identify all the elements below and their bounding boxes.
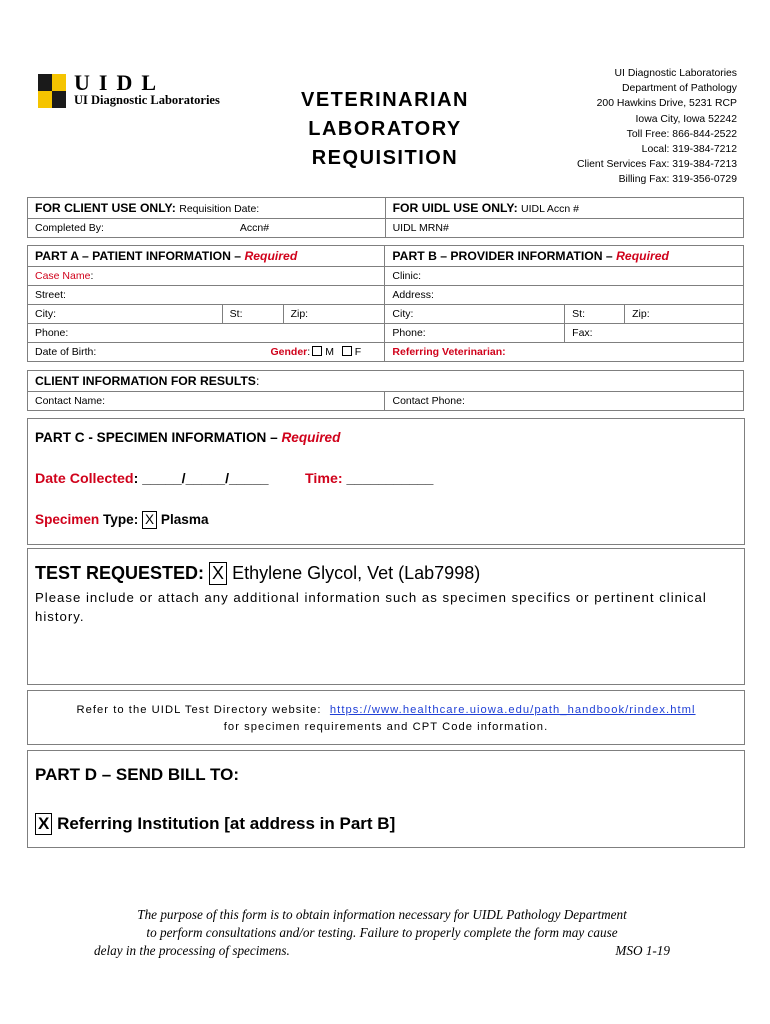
form-title xyxy=(290,86,480,173)
logo-mark xyxy=(38,74,66,108)
provider-state-field[interactable]: St: xyxy=(565,305,625,324)
patient-state-field[interactable]: St: xyxy=(222,305,283,324)
specimen-type-field: Specimen Type: X Plasma xyxy=(35,512,209,527)
contact-phone-field[interactable]: Contact Phone: xyxy=(385,392,744,411)
test-requested-section xyxy=(27,548,745,685)
results-header: CLIENT INFORMATION FOR RESULTS: xyxy=(28,371,744,392)
part-c-header: PART C - SPECIMEN INFORMATION – Required xyxy=(35,430,341,445)
case-name-field[interactable]: Case Name: xyxy=(28,267,385,286)
logo-subtitle: UI Diagnostic Laboratories xyxy=(74,93,220,107)
time-field[interactable]: Time: ___________ xyxy=(305,471,434,487)
address-line: Iowa City, Iowa 52242 xyxy=(635,113,737,125)
footer-line: to perform consultations and/or testing. Failure to properly complete the form may cause xyxy=(146,925,618,940)
address-field[interactable]: Address: xyxy=(385,286,744,305)
referring-vet-field[interactable]: Referring Veterinarian: xyxy=(385,343,744,362)
part-b-header: PART B – PROVIDER INFORMATION – Required xyxy=(385,246,744,267)
directory-text: Refer to the UIDL Test Directory website: https://www.healthcare.uiowa.edu/path_handbook/rindex.html for specimen requirements and CPT Code information. xyxy=(76,704,696,733)
provider-phone-field[interactable]: Phone: xyxy=(385,324,565,343)
logo-text: UIDL xyxy=(74,70,166,95)
provider-zip-field[interactable]: Zip: xyxy=(625,305,744,324)
title-line: REQUISITION xyxy=(311,147,459,169)
title-line: VETERINARIAN xyxy=(300,89,469,111)
client-use-header: FOR CLIENT USE ONLY: Requisition Date: xyxy=(28,198,386,219)
part-ab-table xyxy=(27,245,744,362)
gender-male-checkbox[interactable] xyxy=(312,346,322,356)
footer-line-3: delay in the processing of specimens. xyxy=(94,943,290,958)
address-line: Toll Free: 866-844-2522 xyxy=(626,128,737,140)
address-line: Billing Fax: 319-356-0729 xyxy=(618,174,737,186)
plasma-checkbox[interactable]: X xyxy=(142,511,157,529)
bill-referring-checkbox[interactable]: X xyxy=(35,813,52,835)
street-field[interactable]: Street: xyxy=(28,286,385,305)
part-c-section xyxy=(27,418,745,545)
address-line: Client Services Fax: 319-384-7213 xyxy=(577,159,737,171)
gender-field[interactable]: Gender: M F xyxy=(270,346,362,358)
address-line: Local: 319-384-7212 xyxy=(641,144,737,156)
footer-line: The purpose of this form is to obtain information necessary for UIDL Pathology Department xyxy=(137,907,627,922)
test-name: Ethylene Glycol, Vet (Lab7998) xyxy=(232,563,481,583)
mrn-field[interactable]: UIDL MRN# xyxy=(385,219,743,238)
results-table xyxy=(27,370,744,411)
form-code: MSO 1-19 xyxy=(615,943,670,958)
accn-field: Accn# xyxy=(239,222,270,234)
provider-city-field[interactable]: City: xyxy=(385,305,565,324)
client-use-table xyxy=(27,197,744,238)
contact-name-field[interactable]: Contact Name: xyxy=(28,392,385,411)
address-line: Department of Pathology xyxy=(622,83,737,95)
dob-field[interactable]: Date of Birth: Gender: M F xyxy=(28,343,385,362)
footer-note xyxy=(92,906,672,960)
part-d-header: PART D – SEND BILL TO: xyxy=(35,765,240,784)
address-line: 200 Hawkins Drive, 5231 RCP xyxy=(596,98,737,110)
patient-zip-field[interactable]: Zip: xyxy=(283,305,385,324)
address-line: UI Diagnostic Laboratories xyxy=(614,68,737,79)
part-a-header: PART A – PATIENT INFORMATION – Required xyxy=(28,246,385,267)
patient-city-field[interactable]: City: xyxy=(28,305,223,324)
test-requested-line: TEST REQUESTED: X Ethylene Glycol, Vet (Lab7998) xyxy=(35,563,481,583)
test-checkbox[interactable]: X xyxy=(209,562,227,585)
gender-female-checkbox[interactable] xyxy=(342,346,352,356)
bill-option: X Referring Institution [at address in Part B] xyxy=(35,813,395,835)
directory-section xyxy=(27,690,745,745)
directory-link[interactable]: https://www.healthcare.uiowa.edu/path_handbook/rindex.html xyxy=(329,704,696,716)
completed-by-field[interactable]: Completed By: Accn# xyxy=(28,219,386,238)
test-note: Please include or attach any additional information such as specimen specifics or pertinent clinical history. xyxy=(35,590,707,624)
title-line: LABORATORY xyxy=(308,118,462,140)
date-collected-field[interactable]: Date Collected: _____/_____/_____ xyxy=(35,471,269,487)
clinic-field[interactable]: Clinic: xyxy=(385,267,744,286)
patient-phone-field[interactable]: Phone: xyxy=(28,324,385,343)
part-d-section xyxy=(27,750,745,848)
lab-address xyxy=(577,66,737,188)
provider-fax-field[interactable]: Fax: xyxy=(565,324,744,343)
footer-line xyxy=(92,942,672,960)
uidl-use-header: FOR UIDL USE ONLY: UIDL Accn # xyxy=(385,198,743,219)
